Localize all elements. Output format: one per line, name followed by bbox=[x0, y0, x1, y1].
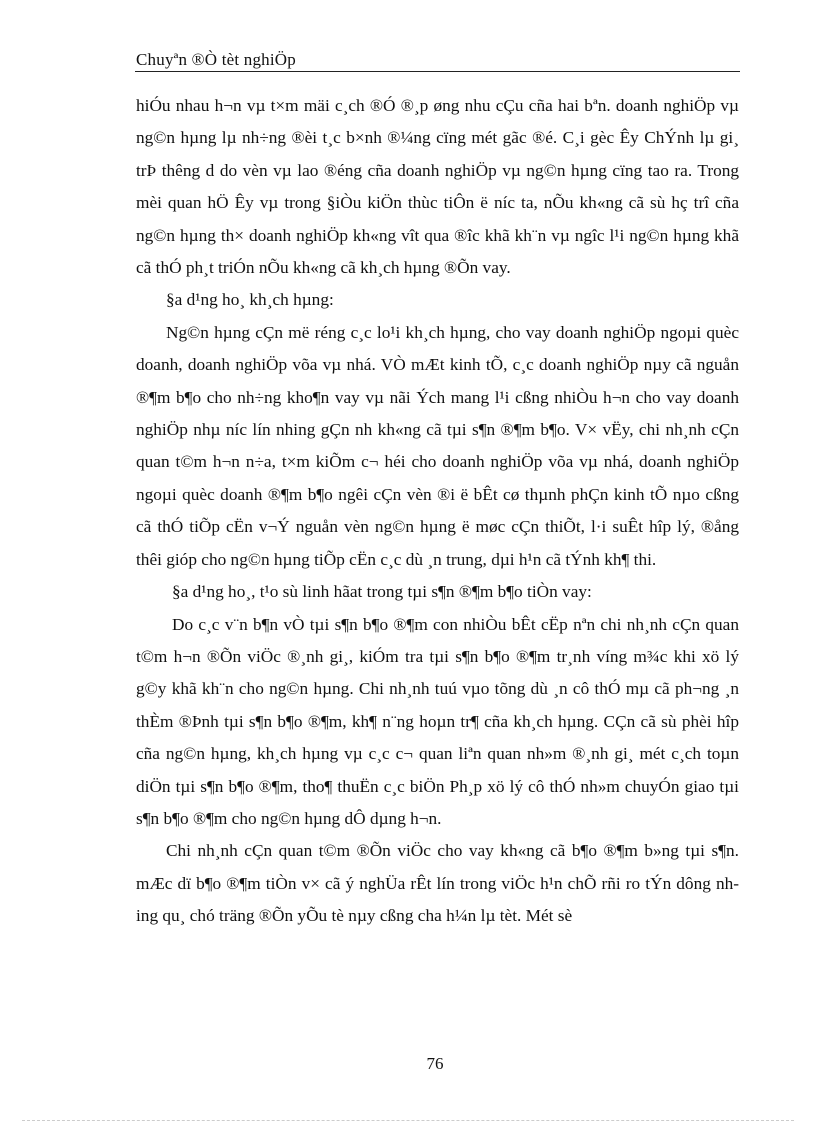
paragraph-customer-diversification: Ng©n hµng cÇn më réng c¸c lo¹i kh¸ch hµng, cho vay doanh nghiÖp ngoµi quèc doanh, doanh nghiÖp võa vµ nhá. VÒ mÆt kinh tÕ, c¸c doanh nghiÖp nµy cã nguån ®¶m b¶o cho nh÷ng kho¶n vay vµ nãi Ých mang l¹i cßng nhiÒu h¬n cho vay doanh nghiÖp nhµ níc lín nhing gÇn nh kh«ng cã tµi s¶n ®¶m b¶o. V× vËy, chi nh¸nh cÇn quan t©m h¬n n÷a, t×m kiÕm c¬ héi cho doanh nghiÖp võa vµ nhá, doanh nghiÖp ngoµi quèc doanh ®¶m b¶o ngêi cÇn vèn ®i ë bÊt cø thµnh phÇn kinh tÕ nµo cßng cã thÓ tiÕp cËn v¬Ý nguån vèn ng©n hµng ë møc cÇn thiÕt, l·i suÊt hîp lý, ®ång thêi gióp cho ng©n hµng tiÕp cËn c¸c dù ¸n trung, dµi h¹n cã tÝnh kh¶ thi. bbox=[136, 322, 739, 569]
header-divider bbox=[135, 71, 740, 72]
document-body bbox=[136, 90, 739, 933]
section-heading-collateral-flexibility: §a d¹ng ho¸, t¹o sù linh hãat trong tµi s¶n ®¶m b¶o tiÒn vay: bbox=[172, 582, 592, 602]
paragraph-collateral-flexibility: Do c¸c v¨n b¶n vÒ tµi s¶n b¶o ®¶m con nhiÒu bÊt cËp nªn chi nh¸nh cÇn quan t©m h¬n ®Õn viÖc ®¸nh gi¸, kiÓm tra tµi s¶n b¶o ®¶m tr¸nh víng m¾c khi xö lý g©y khã kh¨n cho ng©n hµng. Chi nh¸nh tuú vµo tõng dù ¸n cô thÓ mµ cã ph¬ng ¸n thÈm ®Þnh tµi s¶n b¶o ®¶m, kh¶ n¨ng hoµn tr¶ cña kh¸ch hµng. CÇn cã sù phèi hîp cña ng©n hµng, kh¸ch hµng vµ c¸c c¬ quan liªn quan nh»m ®¸nh gi¸ mét c¸ch toµn diÖn tµi s¶n b¶o ®¶m, tho¶ thuËn c¸c biÖn Ph¸p xö lý cô thÓ nh»m chuyÓn giao tµi s¶n b¶o ®¶m cho ng©n hµng dÔ dµng h¬n. bbox=[136, 614, 739, 828]
page-bottom-divider bbox=[22, 1120, 794, 1121]
paragraph-continuation: hiÓu nhau h¬n vµ t×m mäi c¸ch ®Ó ®¸p øng nhu cÇu cña hai bªn. doanh nghiÖp vµ ng©n hµng lµ nh÷ng ®èi t¸c b×nh ®¼ng cïng mét gãc ®é. C¸i gèc Êy ChÝnh lµ gi¸ trÞ thêng d do vèn vµ lao ®éng cña doanh nghiÖp vµ ng©n hµng cïng tao ra. Trong mèi quan hÖ Êy vµ trong §iÒu kiÖn thùc tiÔn ë níc ta, nÕu kh«ng cã sù hç trî cña ng©n hµng th× doanh nghiÖp kh«ng vît qua ®îc khã kh¨n vµ ngîc l¹i ng©n hµng khã cã thÓ ph¸t triÓn nÕu kh«ng cã kh¸ch hµng ®Õn vay. bbox=[136, 96, 739, 278]
running-header: Chuyªn ®Ò tèt nghiÖp bbox=[136, 50, 296, 69]
section-heading-customer-diversification: §a d¹ng ho¸ kh¸ch hµng: bbox=[166, 290, 334, 310]
paragraph-unsecured-lending: Chi nh¸nh cÇn quan t©m ®Õn viÖc cho vay kh«ng cã b¶o ®¶m b»ng tµi s¶n. mÆc dï b¶o ®¶m tiÒn v× cã ý nghÜa rÊt lín trong viÖc h¹n chÕ rñi ro tÝn dông nhing qu¸ chó träng ®Õn yÕu tè nµy cßng cha h¼n lµ tèt. Mét sè bbox=[136, 841, 739, 926]
page-number: 76 bbox=[426, 1054, 444, 1073]
